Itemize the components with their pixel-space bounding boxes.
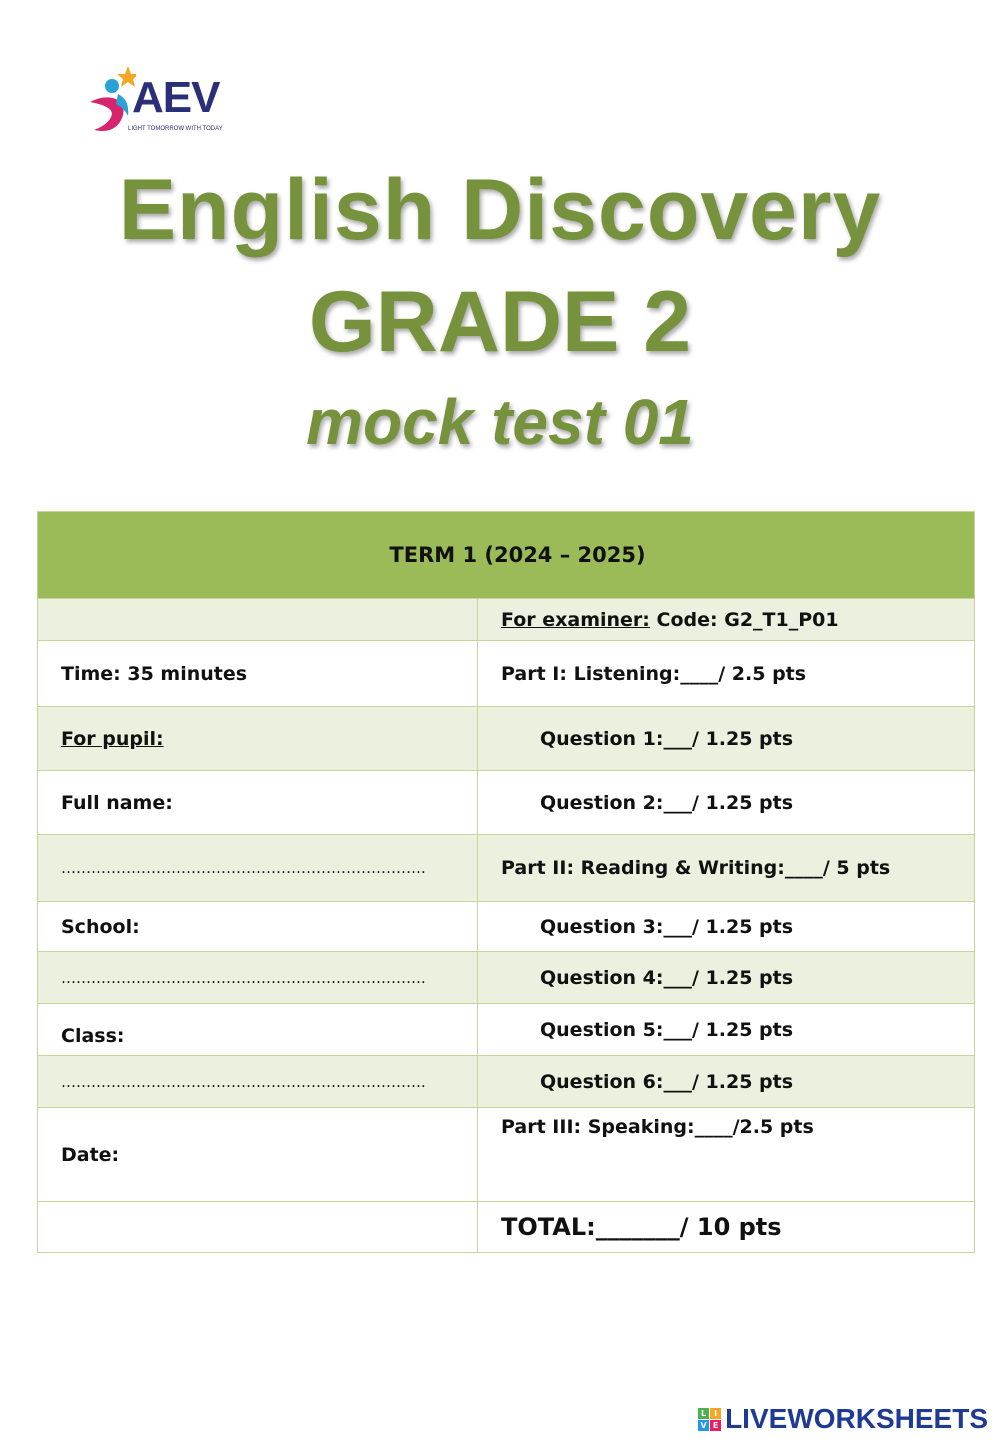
table-row — [38, 1004, 975, 1056]
mark-letter: E — [710, 1420, 721, 1431]
question4-cell: Question 4:___/ 1.25 pts — [478, 952, 975, 1004]
table-row — [38, 771, 975, 835]
mark-letter: L — [698, 1408, 709, 1419]
empty-cell — [38, 1202, 478, 1253]
question5-cell: Question 5:___/ 1.25 pts — [478, 1004, 975, 1056]
part2-cell: Part II: Reading & Writing:____/ 5 pts — [478, 835, 975, 902]
pupil-label: For pupil: — [61, 727, 164, 750]
part3-cell: Part III: Speaking:____/2.5 pts — [478, 1108, 975, 1202]
empty-cell — [38, 599, 478, 641]
class-cell: Class: — [38, 1004, 478, 1056]
table-row — [38, 835, 975, 902]
question6-cell: Question 6:___/ 1.25 pts — [478, 1056, 975, 1108]
question3-cell: Question 3:___/ 1.25 pts — [478, 902, 975, 952]
liveworksheets-wordmark: LIVEWORKSHEETS — [725, 1403, 988, 1434]
title-mock-test: mock test 01 — [306, 386, 694, 458]
title-english-discovery: English Discovery — [118, 162, 882, 258]
mark-letter: I — [710, 1408, 721, 1419]
aev-logo — [88, 64, 238, 136]
logo-wordmark: AEV — [132, 73, 220, 122]
class-dots-cell[interactable]: ………………………………………………………………. — [38, 1056, 478, 1108]
term-header: TERM 1 (2024 – 2025) — [38, 512, 975, 599]
examiner-code: Code: G2_T1_P01 — [649, 608, 839, 631]
score-table — [37, 511, 975, 1253]
name-dots-cell[interactable]: ………………………………………………………………. — [38, 835, 478, 902]
title-grade: GRADE 2 — [308, 274, 692, 370]
table-row — [38, 1056, 975, 1108]
full-name-cell: Full name: — [38, 771, 478, 835]
table-row — [38, 1108, 975, 1202]
examiner-label: For examiner: — [501, 608, 650, 631]
table-row — [38, 902, 975, 952]
table-header-row — [38, 512, 975, 599]
total-row — [38, 1202, 975, 1253]
question1-cell: Question 1:___/ 1.25 pts — [478, 707, 975, 771]
mark-letter: V — [698, 1420, 709, 1431]
table-row — [38, 952, 975, 1004]
examiner-cell — [478, 599, 975, 641]
liveworksheets-mark-icon — [698, 1408, 721, 1431]
pupil-cell — [38, 707, 478, 771]
logo-tagline: LIGHT TOMORROW WITH TODAY — [128, 126, 223, 132]
part1-cell: Part I: Listening:____/ 2.5 pts — [478, 641, 975, 707]
question2-cell: Question 2:___/ 1.25 pts — [478, 771, 975, 835]
date-cell[interactable]: Date: — [38, 1108, 478, 1202]
school-dots-cell[interactable]: ………………………………………………………………. — [38, 952, 478, 1004]
table-row — [38, 707, 975, 771]
table-row — [38, 641, 975, 707]
total-cell: TOTAL:_______/ 10 pts — [478, 1202, 975, 1253]
table-row — [38, 599, 975, 641]
time-cell: Time: 35 minutes — [38, 641, 478, 707]
school-cell: School: — [38, 902, 478, 952]
liveworksheets-brand — [698, 1402, 988, 1436]
